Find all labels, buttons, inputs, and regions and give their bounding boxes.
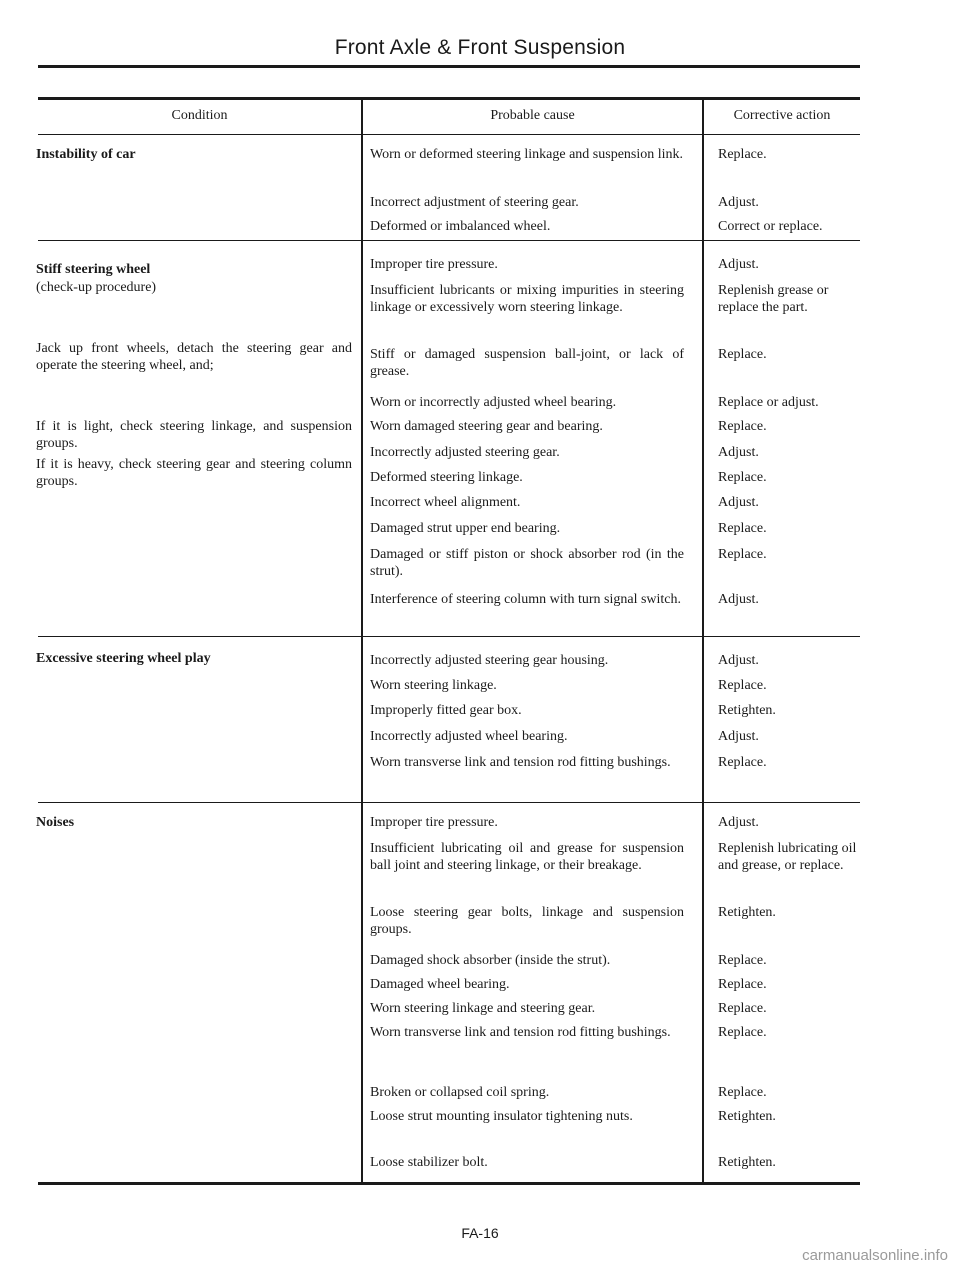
cause-item: Damaged or stiff piston or shock absorber rod (in the strut).	[370, 547, 684, 579]
action-item: Retighten.	[718, 703, 776, 718]
action-item: Replace.	[718, 521, 767, 536]
condition-noises: Noises	[36, 815, 75, 830]
cause-item: Incorrectly adjusted steering gear.	[370, 445, 560, 460]
column-divider-1	[361, 97, 363, 1184]
action-item: Adjust.	[718, 257, 759, 272]
cause-item: Worn transverse link and tension rod fitting bushings.	[370, 1025, 671, 1040]
group-separator	[38, 636, 860, 637]
action-item: Replenish lubricating oil and grease, or replace.	[718, 841, 857, 873]
cause-item: Incorrectly adjusted steering gear housing.	[370, 653, 609, 668]
page-title: Front Axle & Front Suspension	[334, 36, 626, 59]
cause-item: Damaged strut upper end bearing.	[370, 521, 561, 536]
cause-item: Interference of steering column with turn signal switch.	[370, 592, 682, 607]
cause-item: Improperly fitted gear box.	[370, 703, 522, 718]
action-item: Replace.	[718, 1001, 767, 1016]
action-item: Replace.	[718, 419, 767, 434]
cause-item: Worn or incorrectly adjusted wheel bearing.	[370, 395, 617, 410]
page-number: FA-16	[461, 1225, 499, 1241]
action-item: Retighten.	[718, 1155, 776, 1170]
action-item: Adjust.	[718, 815, 759, 830]
action-item: Replace or adjust.	[718, 395, 819, 410]
action-item: Adjust.	[718, 495, 759, 510]
cause-item: Improper tire pressure.	[370, 815, 498, 830]
cause-item: Damaged wheel bearing.	[370, 977, 510, 992]
header-probable-cause: Probable cause	[490, 108, 575, 123]
condition-jack-up-instruction: Jack up front wheels, detach the steering gear and operate the steering wheel, and;	[36, 341, 352, 373]
table-bottom-rule	[38, 1182, 860, 1185]
action-item: Adjust.	[718, 592, 759, 607]
action-item: Replace.	[718, 547, 767, 562]
condition-excessive-steering-wheel-play: Excessive steering wheel play	[36, 651, 211, 666]
cause-item: Loose steering gear bolts, linkage and suspension groups.	[370, 905, 684, 937]
action-item: Replace.	[718, 347, 767, 362]
action-item: Correct or replace.	[718, 219, 823, 234]
action-item: Replace.	[718, 678, 767, 693]
cause-item: Improper tire pressure.	[370, 257, 498, 272]
cause-item: Insufficient lubricating oil and grease for suspension ball joint and steering linkage, or their breakage.	[370, 841, 684, 873]
action-item: Adjust.	[718, 195, 759, 210]
cause-item: Worn damaged steering gear and bearing.	[370, 419, 603, 434]
cause-item: Incorrect adjustment of steering gear.	[370, 195, 579, 210]
cause-item: Worn or deformed steering linkage and suspension link.	[370, 147, 684, 162]
condition-if-heavy: If it is heavy, check steering gear and steering column groups.	[36, 457, 352, 489]
action-item: Retighten.	[718, 905, 776, 920]
action-item: Replace.	[718, 470, 767, 485]
cause-item: Damaged shock absorber (inside the strut).	[370, 953, 611, 968]
cause-item: Deformed or imbalanced wheel.	[370, 219, 551, 234]
column-divider-2	[702, 97, 704, 1184]
cause-item: Insufficient lubricants or mixing impurities in steering linkage or excessively worn steering linkage.	[370, 283, 684, 315]
cause-item: Worn steering linkage and steering gear.	[370, 1001, 596, 1016]
header-rule	[38, 134, 860, 135]
cause-item: Incorrectly adjusted wheel bearing.	[370, 729, 568, 744]
action-item: Replace.	[718, 755, 767, 770]
cause-item: Loose strut mounting insulator tightening nuts.	[370, 1109, 633, 1124]
condition-instability-of-car: Instability of car	[36, 147, 136, 162]
cause-item: Stiff or damaged suspension ball-joint, or lack of grease.	[370, 347, 684, 379]
action-item: Replenish grease or replace the part.	[718, 283, 829, 315]
title-rule	[38, 65, 860, 68]
action-item: Replace.	[718, 977, 767, 992]
action-item: Replace.	[718, 1025, 767, 1040]
table-top-rule	[38, 97, 860, 100]
header-condition: Condition	[171, 108, 228, 123]
condition-stiff-steering-wheel: Stiff steering wheel	[36, 262, 151, 277]
action-item: Adjust.	[718, 445, 759, 460]
condition-checkup-procedure: (check-up procedure)	[36, 280, 157, 295]
cause-item: Loose stabilizer bolt.	[370, 1155, 488, 1170]
action-item: Adjust.	[718, 653, 759, 668]
action-item: Retighten.	[718, 1109, 776, 1124]
cause-item: Broken or collapsed coil spring.	[370, 1085, 550, 1100]
cause-item: Worn steering linkage.	[370, 678, 497, 693]
cause-item: Worn transverse link and tension rod fitting bushings.	[370, 755, 671, 770]
cause-item: Incorrect wheel alignment.	[370, 495, 521, 510]
watermark: carmanualsonline.info	[802, 1247, 948, 1264]
group-separator	[38, 240, 860, 241]
action-item: Replace.	[718, 1085, 767, 1100]
header-corrective-action: Corrective action	[733, 108, 831, 123]
condition-if-light: If it is light, check steering linkage, and suspension groups.	[36, 419, 352, 451]
action-item: Replace.	[718, 147, 767, 162]
cause-item: Deformed steering linkage.	[370, 470, 523, 485]
group-separator	[38, 802, 860, 803]
action-item: Adjust.	[718, 729, 759, 744]
action-item: Replace.	[718, 953, 767, 968]
